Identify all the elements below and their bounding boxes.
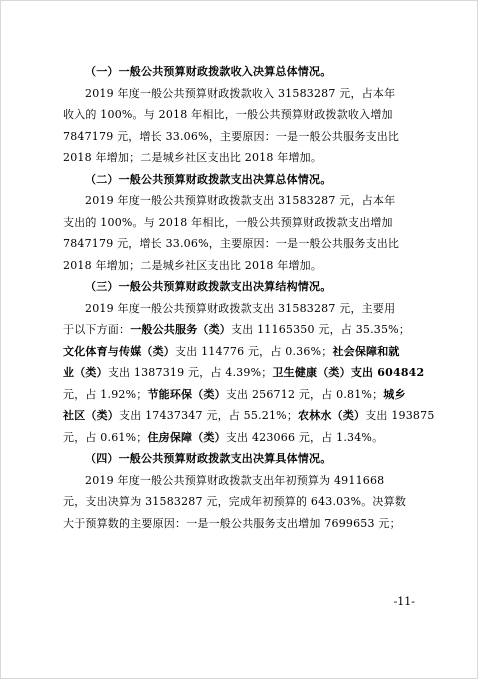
paragraph-line: 2019 年度一般公共预算财政拨款支出 31583287 元，主要用 [85, 301, 396, 315]
category-label: 一般公共服务（类） [130, 323, 232, 336]
category-label: 城乡 [383, 387, 406, 401]
paragraph-line: 大于预算数的主要原因：一是一般公共服务支出增加 7699653 元； [63, 516, 401, 530]
category-label: 住房保障（类） [147, 430, 226, 444]
section-2-heading: （二）一般公共预算财政拨款支出决算总体情况。 [85, 172, 332, 186]
text-run: 支出 256712 元，占 0.81%； [225, 387, 384, 401]
text-run: 于以下方面： [63, 323, 131, 336]
paragraph-line [63, 341, 419, 363]
paragraph-line: 2018 年增加；二是城乡社区支出比 2018 年增加。 [63, 151, 323, 164]
text-run: 支出 1387319 元，占 4.39%； [107, 366, 273, 379]
category-label: 文化体育与传媒（类） [63, 344, 175, 358]
paragraph-line: 收入的 100%。与 2018 年相比，一般公共预算财政拨款收入增加 [63, 108, 393, 121]
paragraph-line: 元，支出决算为 31583287 元，完成年初预算的 643.03%。决算数 [63, 495, 407, 508]
text-run: 元，占 0.61%； [63, 430, 148, 444]
section-3-heading: （三）一般公共预算财政拨款支出决算结构情况。 [85, 280, 332, 293]
paragraph-line: 2019 年度一般公共预算财政拨款收入 31583287 元，占本年 [85, 86, 396, 100]
section-1-heading: （一）一般公共预算财政拨款收入决算总体情况。 [85, 65, 332, 78]
text-run: 支出 423066 元，占 1.34%。 [225, 430, 384, 444]
section-4-heading: （四）一般公共预算财政拨款支出决算具体情况。 [85, 452, 332, 465]
category-label: 社区（类） [63, 409, 119, 422]
page-number: -11- [393, 595, 415, 608]
paragraph-line [63, 384, 419, 406]
paragraph-line: 2019 年度一般公共预算财政拨款支出年初预算为 4911668 [85, 473, 385, 487]
category-label: 节能环保（类） [147, 387, 226, 401]
text-run: 元，占 1.92%； [63, 387, 148, 401]
document-body [63, 61, 435, 534]
paragraph-line: 2019 年度一般公共预算财政拨款支出 31583287 元，占本年 [85, 194, 396, 207]
paragraph-line [63, 405, 435, 427]
paragraph-line [63, 319, 419, 341]
paragraph-line: 2018 年增加；二是城乡社区支出比 2018 年增加。 [63, 258, 323, 272]
text-run: 支出 193875 [365, 409, 435, 422]
category-label: 业（类） [63, 366, 108, 379]
paragraph-line: 7847179 元，增长 33.06%，主要原因：一是一般公共服务支出比 [63, 129, 400, 143]
text-run: 支出 114776 元，占 0.36%； [175, 344, 333, 358]
paragraph-line: 支出的 100%。与 2018 年相比，一般公共预算财政拨款支出增加 [63, 215, 393, 229]
category-label: 卫生健康（类）支出 604842 [272, 366, 425, 379]
text-run: 支出 11165350 元，占 35.35%； [231, 323, 411, 336]
category-label: 社会保障和就 [332, 344, 400, 358]
text-run: 支出 17437347 元，占 55.21%； [119, 409, 299, 422]
paragraph-line: 7847179 元，增长 33.06%，主要原因：一是一般公共服务支出比 [63, 237, 400, 250]
paragraph-line [63, 427, 419, 449]
paragraph-line [63, 362, 425, 384]
category-label: 农林水（类） [298, 409, 366, 422]
